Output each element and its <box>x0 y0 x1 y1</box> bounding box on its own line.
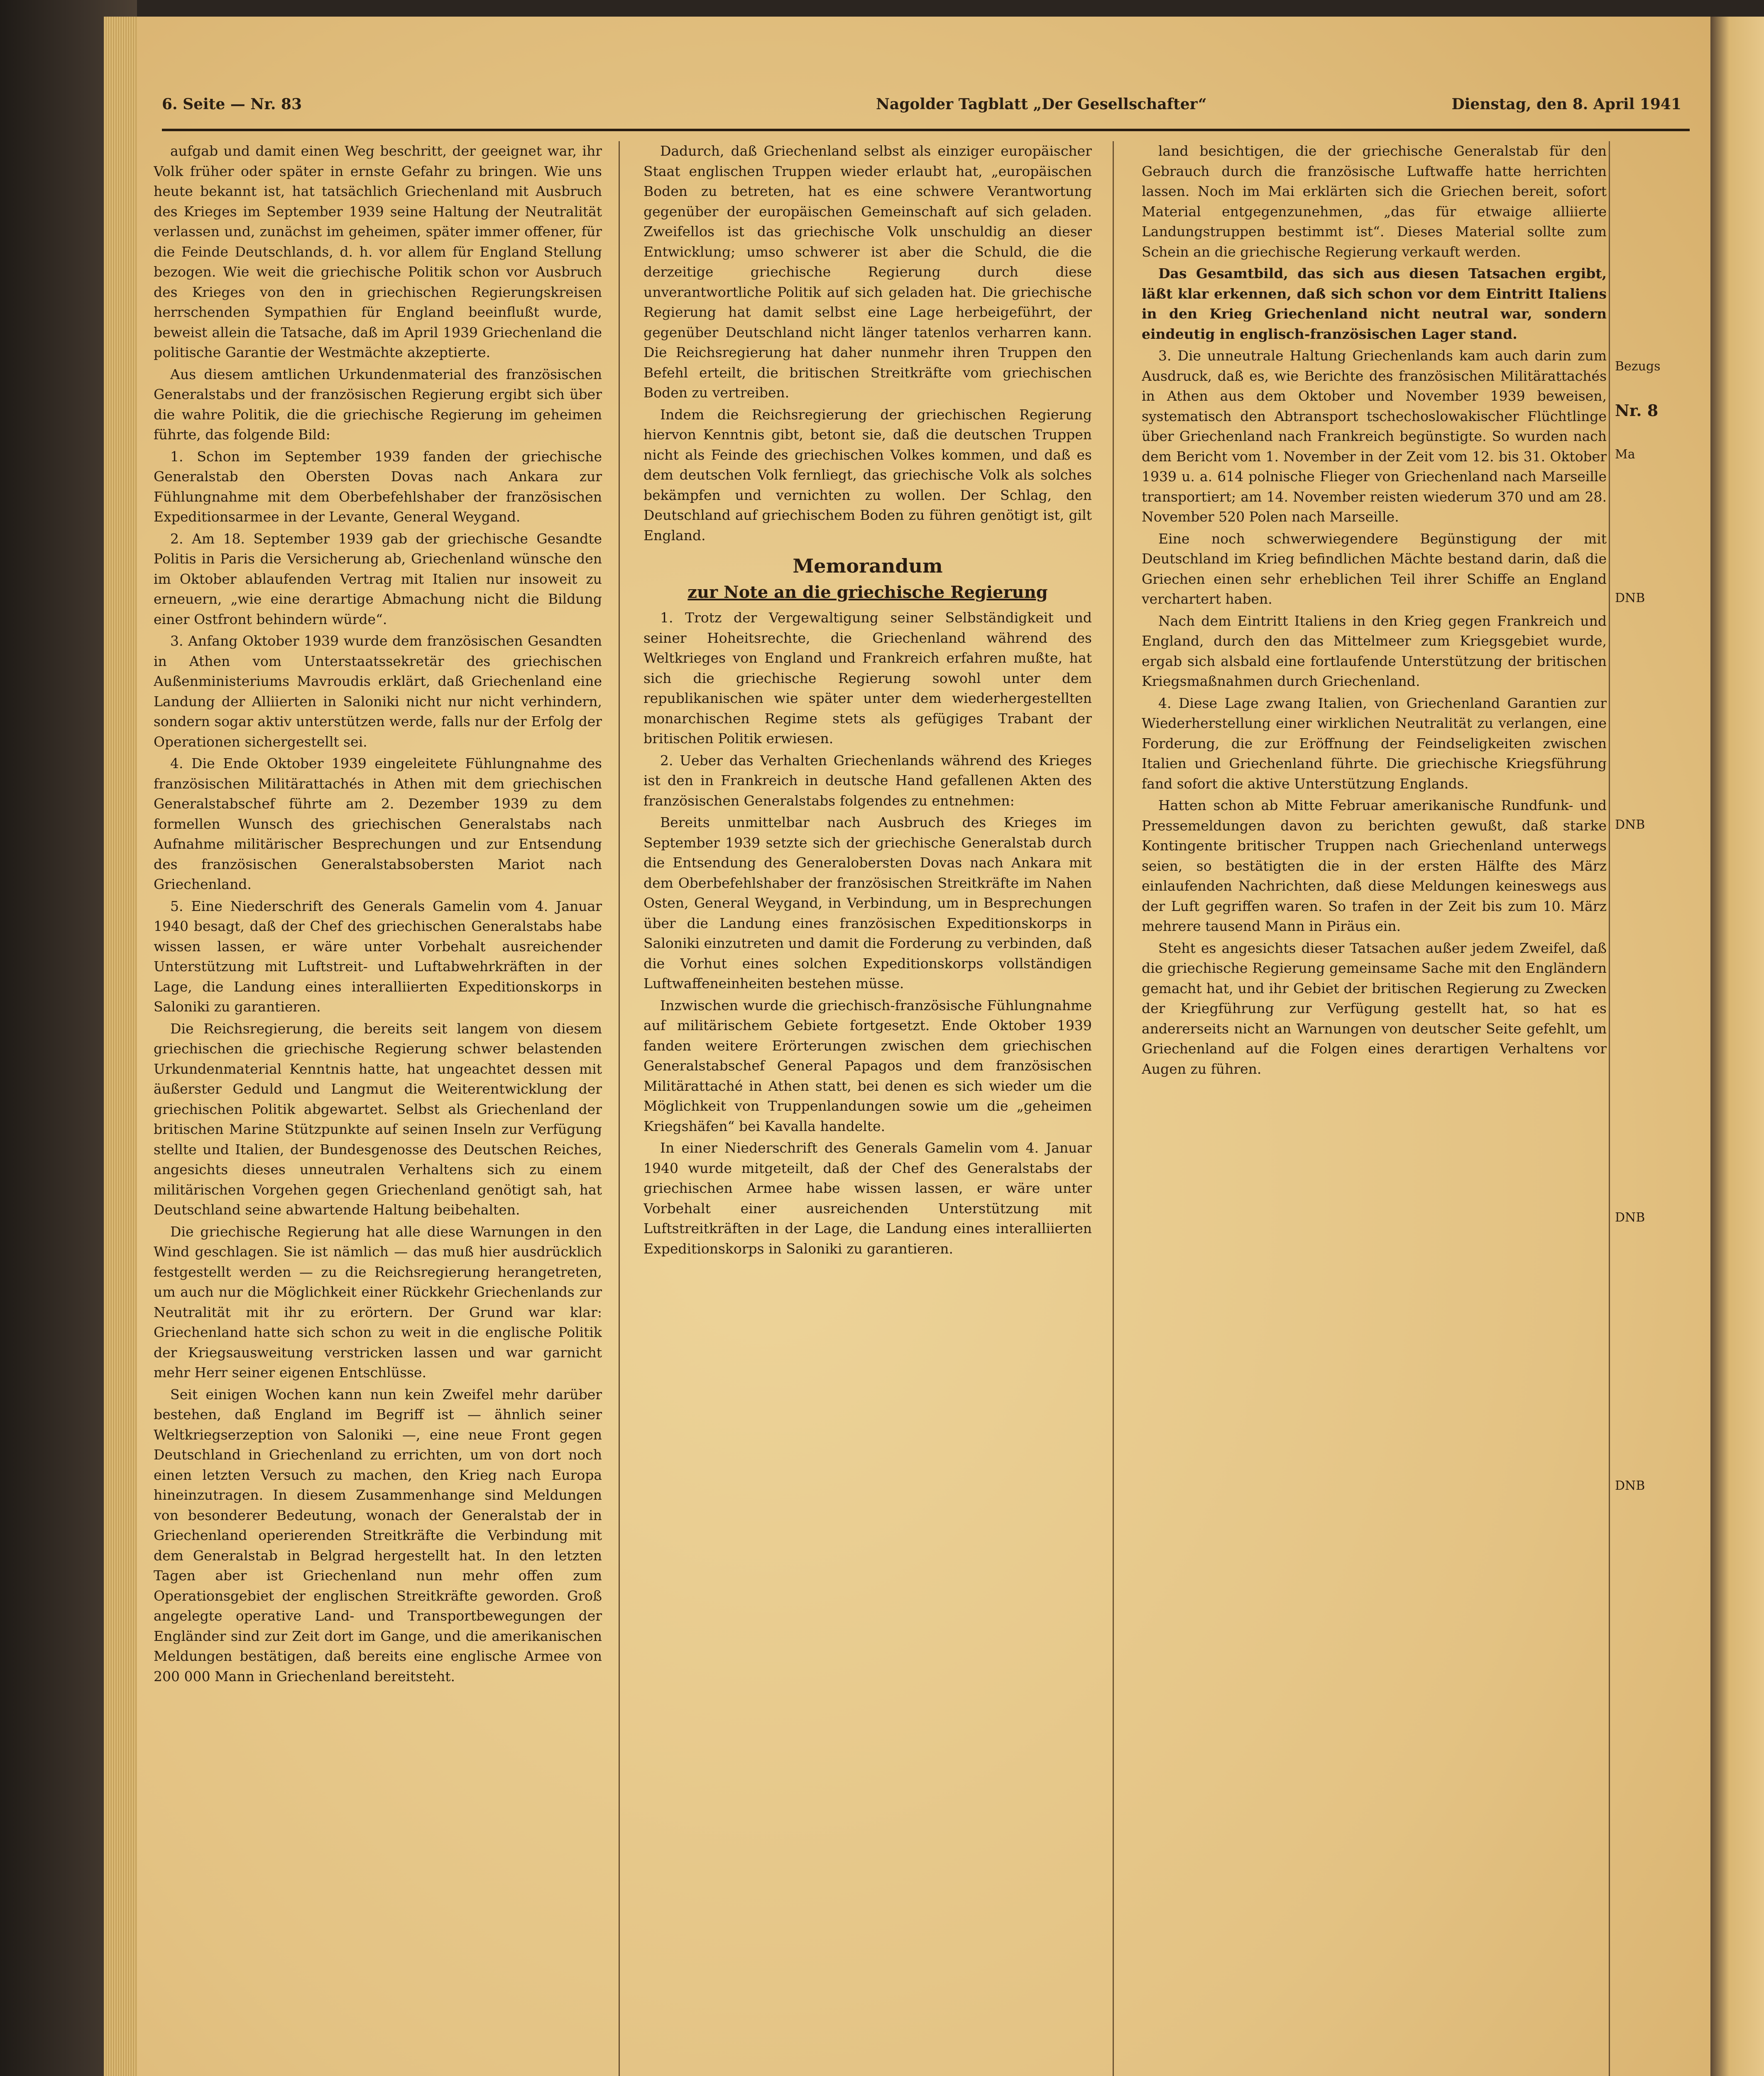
paragraph: Dadurch, daß Griechenland selbst als einziger europäischer Staat englischen Truppen wieder erlaubt hat, „europäischen Boden zu betreten, hat es eine schwere Verantwortung gegenüber der europäischen Gemeinschaft auf sich geladen. Zweifellos ist das griechische Volk unschuldig an dieser Entwicklung; umso schwerer ist aber die Schuld, die die derzeitige griechische Regierung durch diese unverantwortliche Politik auf sich geladen hat. Die griechische Regierung hat damit selbst eine Lage herbeigeführt, der gegenüber Deutschland nicht länger tatenlos verharren kann. Die Reichsregierung hat daher nunmehr ihren Truppen den Befehl erteilt, die britischen Streitkräfte vom griechischen Boden zu vertreiben. <box>643 143 1092 401</box>
paragraph: Bereits unmittelbar nach Ausbruch des Krieges im September 1939 setzte sich der griechische Generalstab durch die Entsendung des Generalobersten Dovas nach Ankara mit dem Oberbefehlshaber der französischen Streitkräfte im Nahen Osten, General Weygand, in Verbindung, um in Besprechungen über die Landung eines französischen Expeditionskorps in Saloniki einzutreten und damit die Forderung zu verbinden, daß die Vorhut eines solchen Expeditionskorps vollständigen Luftwaffeneinheiten bestehen müsse. <box>643 814 1092 991</box>
paragraph: 1. Trotz der Vergewaltigung seiner Selbständigkeit und seiner Hoheitsrechte, die Griechenland während des Weltkrieges von England und Frankreich erfahren mußte, hat sich die griechische Regierung sowohl unter dem republikanischen wie später unter dem wiederhergestellten monarchischen Regime stets als gefügiges Trabant der britischen Politik erwiesen. <box>643 610 1092 747</box>
paragraph: Die Reichsregierung, die bereits seit langem von diesem griechischen die griechische Regierung schwer belastenden Urkundenmaterial Kenntnis hatte, hat ungeachtet dessen mit äußerster Geduld und Langmut die Weiterentwicklung der griechischen Politik abgewartet. Selbst als Griechenland der britischen Marine Stützpunkte auf seinen Inseln zur Verfügung stellte und Italien, der Bundesgenosse des Deutschen Reiches, angesichts dieses unneutralen Verhaltens sich zu einem militärischen Vorgehen gegen Griechenland genötigt sah, hat Deutschland seine abwartende Haltung beibehalten. <box>154 1020 602 1218</box>
paragraph: 3. Die unneutrale Haltung Griechenlands kam auch darin zum Ausdruck, daß es, wie Berichte des französischen Militärattachés in Athen aus dem Oktober und November 1939 beweisen, systematisch den Abtransport tschechoslowakischer Flüchtlinge über Griechenland nach Frankreich begünstigte. So wurden nach dem Bericht vom 1. November in der Zeit vom 12. bis 31. Oktober 1939 u. a. 614 polnische Flieger von Griechenland nach Marseille transportiert; am 14. November reisten wiederum 370 und am 28. November 520 Polen nach Marseille. <box>1142 348 1607 525</box>
page-header <box>162 91 1698 125</box>
paragraph: 2. Ueber das Verhalten Griechenlands während des Krieges ist den in Frankreich in deutsche Hand gefallenen Akten des französischen Generalstabs folgendes zu entnehmen: <box>643 752 1092 809</box>
fragment-text: DNB <box>1615 1210 1645 1225</box>
page-stack-edge <box>104 17 141 2076</box>
paragraph: Das Gesamtbild, das sich aus diesen Tatsachen ergibt, läßt klar erkennen, daß sich schon vor dem Eintritt Italiens in den Krieg Griechenland nicht neutral war, sondern eindeutig in englisch-französischen Lager stand. <box>1142 265 1607 342</box>
fragment-text: DNB <box>1615 1479 1645 1493</box>
newspaper-page <box>137 17 1710 2076</box>
paragraph: land besichtigen, die der griechische Generalstab für den Gebrauch durch die französische Luftwaffe hatte herrichten lassen. Noch im Mai erklärten sich die Griechen bereit, sofort Material entgegenzunehmen, „das für etwaige alliierte Landungstruppen bestimmt ist“. Dieses Material sollte zum Schein an die griechische Regierung verkauft werden. <box>1142 143 1607 260</box>
column-divider <box>1113 141 1114 2076</box>
memorandum-heading: Memorandum <box>793 555 943 577</box>
fragment-text: DNB <box>1615 818 1645 832</box>
paragraph: 4. Die Ende Oktober 1939 eingeleitete Fühlungnahme des französischen Militärattachés in Athen mit dem griechischen Generalstabschef führte am 2. Dezember 1939 zu dem formellen Wunsch des griechischen Generalstabs nach Aufnahme militärischer Besprechungen und zur Entsendung des französischen Generalstabsobersten Mariot nach Griechenland. <box>154 755 602 892</box>
paragraph: Indem die Reichsregierung der griechischen Regierung hiervon Kenntnis gibt, betont sie, daß die deutschen Truppen nicht als Feinde des griechischen Volkes kommen, und daß es dem deutschen Volk fernliegt, das griechische Volk als solches bekämpfen und vernichten zu wollen. Der Schlag, den Deutschland auf griechischem Boden zu führen genötigt ist, gilt England. <box>643 406 1092 543</box>
paragraph: 3. Anfang Oktober 1939 wurde dem französischen Gesandten in Athen vom Unterstaatssekretär des griechischen Außenministeriums Mavroudis erklärt, daß Griechenland eine Landung der Alliierten in Saloniki nicht nur nicht verhindern, sondern sogar aktiv unterstützen werde, falls nur der Erfolg der Operationen sichergestellt sei. <box>154 633 602 750</box>
fragment-text: Ma <box>1615 447 1635 462</box>
paragraph: Hatten schon ab Mitte Februar amerikanische Rundfunk- und Pressemeldungen davon zu berichten gewußt, daß starke Kontingente britischer Truppen nach Griechenland unterwegs seien, so bestätigten die in der ersten Hälfte des März einlaufenden Nachrichten, daß diese Meldungen keineswegs aus der Luft gegriffen waren. So trafen in der Zeit bis zum 10. März mehrere tausend Mann in Piräus ein. <box>1142 797 1607 934</box>
paragraph: 5. Eine Niederschrift des Generals Gamelin vom 4. Januar 1940 besagt, daß der Chef des griechischen Generalstabs habe wissen lassen, er wäre unter Vorbehalt ausreichender Unterstützung mit Luftstreit- und Luftabwehrkräften in der Lage, die Landung eines interalliierten Expeditionskorps in Saloniki zu garantieren. <box>154 898 602 1015</box>
adjacent-page-edge <box>1710 17 1764 2076</box>
column-1 <box>154 141 602 2076</box>
issue-date: Dienstag, den 8. April 1941 <box>1451 95 1681 113</box>
paragraph: Eine noch schwerwiegendere Begünstigung der mit Deutschland im Krieg befindlichen Mächte bestand darin, daß die Griechen einen sehr erheblichen Teil ihrer Schiffe an England verchartert haben. <box>1142 530 1607 607</box>
paragraph: 1. Schon im September 1939 fanden der griechische Generalstab den Obersten Dovas nach Ankara zur Fühlungnahme mit dem Oberbefehlshaber der französischen Expeditionsarmee in der Levante, General Weygand. <box>154 448 602 525</box>
memorandum-subheading: zur Note an die griechische Regierung <box>687 583 1048 602</box>
paragraph: Steht es angesichts dieser Tatsachen außer jedem Zweifel, daß die griechische Regierung gemeinsame Sache mit den Engländern gemacht hat, und ihr Gebiet der britischen Regierung zu Zwecken der Kriegführung zur Verfügung gestellt hat, so hat es andererseits nicht an Warnungen von deutscher Seite gefehlt, um Griechenland auf die Folgen eines derartigen Verhaltens vor Augen zu führen. <box>1142 940 1607 1077</box>
next-page-fragments <box>1615 141 1710 2076</box>
paragraph: Aus diesem amtlichen Urkundenmaterial des französischen Generalstabs und der französischen Regierung ergibt sich über die wahre Politik, die die griechische Regierung im geheimen führte, das folgende Bild: <box>154 366 602 443</box>
fragment-text: Nr. 8 <box>1615 401 1659 420</box>
column-3 <box>1142 141 1607 2076</box>
column-divider <box>1609 141 1610 2076</box>
column-divider <box>619 141 620 2076</box>
paragraph: Die griechische Regierung hat alle diese Warnungen in den Wind geschlagen. Sie ist nämlich — das muß hier ausdrücklich festgestellt werden — zu die Reichsregierung herangetreten, um auch nur die Möglichkeit einer Rückkehr Griechenlands zur Neutralität mit ihr zu erörtern. Der Grund war klar: Griechenland hatte sich schon zu weit in die englische Politik der Kriegsausweitung verstricken lassen und war garnicht mehr Herr seiner eigenen Entschlüsse. <box>154 1223 602 1381</box>
paragraph: Inzwischen wurde die griechisch-französische Fühlungnahme auf militärischem Gebiete fortgesetzt. Ende Oktober 1939 fanden weitere Erörterungen zwischen dem griechischen Generalstabschef General Papagos und dem französischen Militärattaché in Athen statt, bei denen es sich wieder um die Möglichkeit von Truppenlandungen sowie um die „geheimen Kriegshäfen“ bei Kavalla handelte. <box>643 997 1092 1134</box>
fragment-text: Bezugs <box>1615 359 1661 374</box>
paragraph: Nach dem Eintritt Italiens in den Krieg gegen Frankreich und England, durch den das Mittelmeer zum Kriegsgebiet wurde, ergab sich alsbald eine fortlaufende Unterstützung der britischen Kriegsmaßnahmen durch Griechenland. <box>1142 612 1607 689</box>
paragraph: aufgab und damit einen Weg beschritt, der geeignet war, ihr Volk früher oder später in ernste Gefahr zu bringen. Wie uns heute bekannt ist, hat tatsächlich Griechenland mit Ausbruch des Krieges im September 1939 seine Haltung der Neutralität verlassen und, zunächst im geheimen, später immer offener, für die Feinde Deutschlands, d. h. vor allem für England Stellung bezogen. Wie weit die griechische Politik schon vor Ausbruch des Krieges von den in griechischen Regierungskreisen herrschenden Sympathien für England beeinflußt wurde, beweist allein die Tatsache, daß im April 1939 Griechenland die politische Garantie der Westmächte akzeptierte. <box>154 143 602 360</box>
paragraph: In einer Niederschrift des Generals Gamelin vom 4. Januar 1940 wurde mitgeteilt, daß der Chef des Generalstabs der griechischen Armee habe wissen lassen, er wäre unter Vorbehalt einer ausreichenden Unterstützung mit Luftstreitkräften in der Lage, die Landung eines interalliierten Expeditionskorps in Saloniki zu garantieren. <box>643 1140 1092 1257</box>
header-rule <box>162 129 1690 131</box>
paragraph: Seit einigen Wochen kann nun kein Zweifel mehr darüber bestehen, daß England im Begriff ist — ähnlich seiner Weltkriegserzeption von Saloniki —, eine neue Front gegen Deutschland in Griechenland zu errichten, um von dort noch einen letzten Versuch zu machen, den Krieg nach Europa hineinzutragen. In diesem Zusammenhange sind Meldungen von besonderer Bedeutung, wonach der Generalstab der in Griechenland operierenden Streitkräfte die Verbindung mit dem Generalstab in Belgrad hergestellt hat. In den letzten Tagen aber ist Griechenland nun mehr offen zum Operationsgebiet der englischen Streitkräfte geworden. Groß angelegte operative Land- und Transportbewegungen der Engländer sind zur Zeit dort im Gange, und die amerikanischen Meldungen bestätigen, daß bereits eine englische Armee von 200 000 Mann in Griechenland bereitsteht. <box>154 1386 602 1684</box>
fragment-text: DNB <box>1615 591 1645 605</box>
newspaper-title: Nagolder Tagblatt „Der Gesellschafter“ <box>876 95 1207 113</box>
page-number: 6. Seite — Nr. 83 <box>162 95 302 113</box>
paragraph: 2. Am 18. September 1939 gab der griechische Gesandte Politis in Paris die Versicherung ab, Griechenland wünsche den im Oktober ablaufenden Vertrag mit Italien nur insoweit zu erneuern, „wie eine derartige Abmachung nicht die Bildung einer Ostfront behindern würde“. <box>154 530 602 627</box>
paragraph: 4. Diese Lage zwang Italien, von Griechenland Garantien zur Wiederherstellung einer wirklichen Neutralität zu verlangen, eine Forderung, die zur Eröffnung der Feindseligkeiten zwischen Italien und Griechenland führte. Die griechische Kriegsführung fand sofort die aktive Unterstützung Englands. <box>1142 695 1607 792</box>
column-2 <box>643 141 1092 2076</box>
